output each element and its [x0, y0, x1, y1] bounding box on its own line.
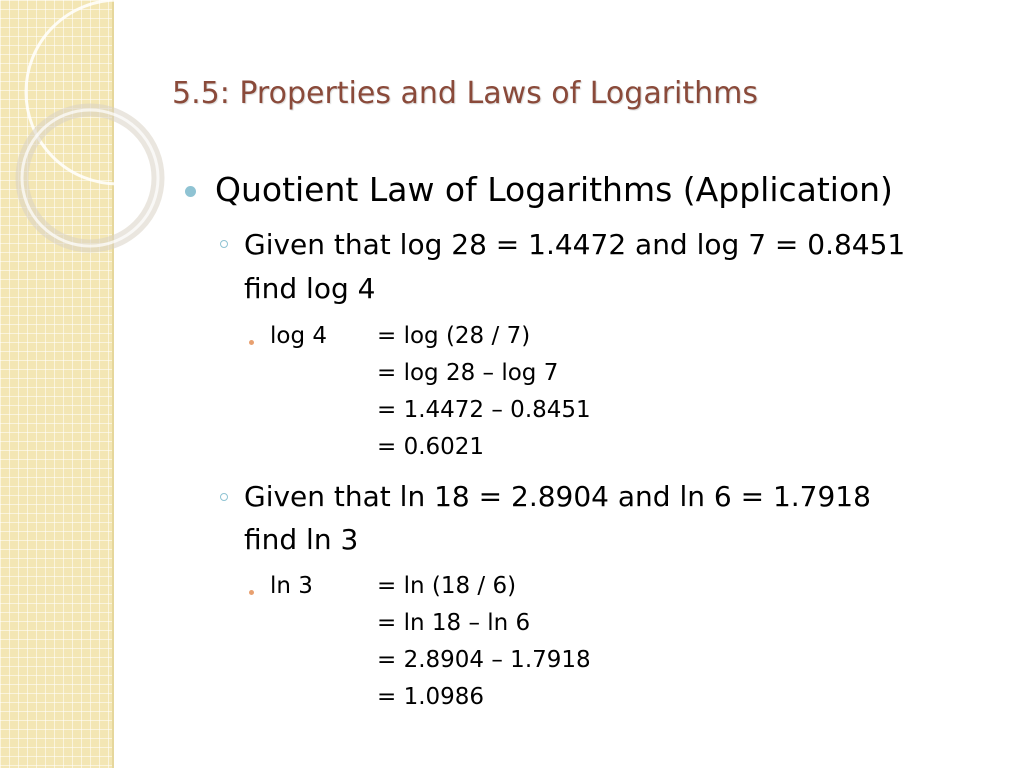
decorative-circles — [0, 0, 170, 260]
bullet-level2-icon — [220, 493, 228, 501]
example2-step: = ln (18 / 6) — [377, 573, 517, 599]
example2-lhs: ln 3 — [270, 573, 313, 599]
example1-step: = 1.4472 – 0.8451 — [377, 397, 591, 423]
bullet-level2-icon — [220, 240, 228, 248]
slide-title: 5.5: Properties and Laws of Logarithms — [172, 76, 758, 111]
bullet-level3-icon — [249, 340, 254, 345]
example1-step: = 0.6021 — [377, 434, 485, 460]
example1-step: = log 28 – log 7 — [377, 360, 559, 386]
example1-step: = log (28 / 7) — [377, 323, 531, 349]
example1-line1: Given that log 28 = 1.4472 and log 7 = 0.8451 — [244, 228, 906, 261]
example2-line1: Given that ln 18 = 2.8904 and ln 6 = 1.7918 — [244, 480, 871, 513]
bullet-level3-icon — [249, 590, 254, 595]
example2-step: = ln 18 – ln 6 — [377, 610, 531, 636]
example2-line2: find ln 3 — [244, 523, 359, 556]
main-heading: Quotient Law of Logarithms (Application) — [215, 170, 893, 209]
example2-step: = 2.8904 – 1.7918 — [377, 647, 591, 673]
bullet-level1-icon — [185, 186, 196, 197]
example1-lhs: log 4 — [270, 323, 328, 349]
example1-line2: find log 4 — [244, 272, 376, 305]
example2-step: = 1.0986 — [377, 684, 485, 710]
